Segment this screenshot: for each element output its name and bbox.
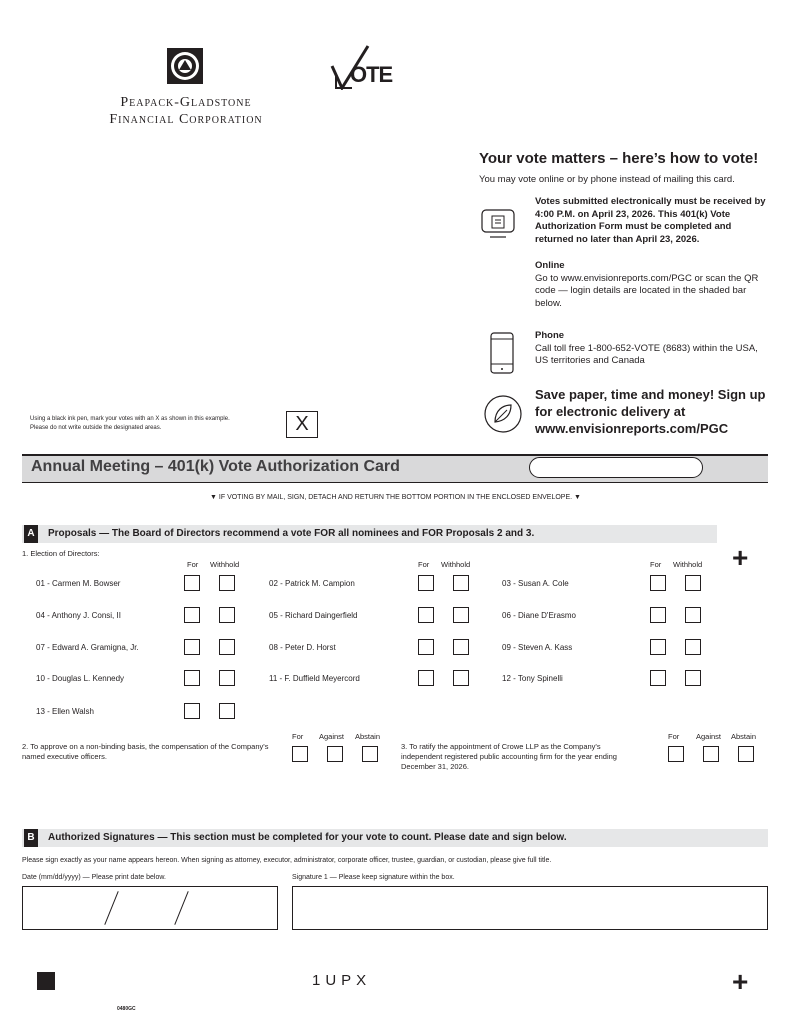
nominee-withhold-checkbox[interactable] — [685, 575, 701, 591]
date-separator-2 — [174, 891, 188, 925]
registration-square — [37, 972, 55, 990]
nominee-label: 09 - Steven A. Kass — [502, 643, 573, 652]
company-name-line2: Financial Corporation — [109, 112, 263, 127]
nominee-label: 13 - Ellen Walsh — [36, 707, 94, 716]
electronic-delivery-text: Save paper, time and money! Sign up for electronic delivery at www.envisionreports.com/PGC — [535, 387, 766, 436]
nominee-withhold-checkbox[interactable] — [453, 639, 469, 655]
nominee-label: 07 - Edward A. Gramigna, Jr. — [36, 643, 139, 652]
card-title: Annual Meeting – 401(k) Vote Authorization Card — [31, 458, 400, 475]
control-number-oval — [529, 457, 703, 478]
proposal-3-text: 3. To ratify the appointment of Crowe LLP as the Company's independent registered public accounting firm for the year ending December 31, 2026. — [401, 742, 617, 771]
online-text: Go to www.envisionreports.com/PGC or scan the QR code — login details are located in the shaded bar below. — [535, 272, 759, 309]
election-label: 1. Election of Directors: — [22, 549, 100, 558]
section-b-label: B — [24, 829, 38, 847]
nominee-for-checkbox[interactable] — [418, 670, 434, 686]
section-a-label: A — [24, 525, 38, 543]
nominee-withhold-checkbox[interactable] — [453, 607, 469, 623]
date-separator-1 — [104, 891, 118, 925]
withhold-column-header: Withhold — [210, 560, 240, 569]
nominee-for-checkbox[interactable] — [184, 639, 200, 655]
nominee-for-checkbox[interactable] — [418, 639, 434, 655]
vote-matters-heading: Your vote matters – here’s how to vote! — [479, 150, 759, 167]
form-code: 1UPX — [312, 972, 372, 989]
phone-title: Phone — [535, 330, 565, 341]
signature-input-box[interactable] — [292, 886, 768, 930]
withhold-column-header: Withhold — [441, 560, 471, 569]
p2-for-head: For — [292, 732, 304, 741]
nominee-for-checkbox[interactable] — [650, 607, 666, 623]
nominee-for-checkbox[interactable] — [184, 575, 200, 591]
leaf-icon — [483, 394, 523, 434]
p3-against-head: Against — [696, 732, 722, 741]
nominee-withhold-checkbox[interactable] — [219, 703, 235, 719]
nominee-label: 03 - Susan A. Cole — [502, 579, 569, 588]
p2-against-head: Against — [319, 732, 345, 741]
nominee-for-checkbox[interactable] — [184, 703, 200, 719]
online-title: Online — [535, 260, 565, 271]
nominee-withhold-checkbox[interactable] — [685, 607, 701, 623]
proposal-3-against-checkbox[interactable] — [703, 746, 719, 762]
form-id: 0480GC — [117, 1006, 136, 1012]
nominee-for-checkbox[interactable] — [650, 670, 666, 686]
proposal-2-against-checkbox[interactable] — [327, 746, 343, 762]
signature-label: Signature 1 — Please keep signature within the box. — [292, 874, 455, 881]
withhold-column-header: Withhold — [673, 560, 703, 569]
nominee-for-checkbox[interactable] — [418, 607, 434, 623]
vote-logo-text: OTE — [350, 62, 393, 87]
date-input-box[interactable] — [22, 886, 278, 930]
nominee-for-checkbox[interactable] — [184, 670, 200, 686]
p3-abstain-head: Abstain — [731, 732, 757, 741]
phone-section — [535, 330, 770, 368]
p2-abstain-head: Abstain — [355, 732, 381, 741]
seal-icon — [167, 48, 203, 84]
nominee-withhold-checkbox[interactable] — [219, 639, 235, 655]
nominee-label: 12 - Tony Spinelli — [502, 674, 563, 683]
marking-instructions — [30, 415, 290, 433]
phone-icon — [489, 332, 515, 374]
nominee-withhold-checkbox[interactable] — [219, 670, 235, 686]
nominee-for-checkbox[interactable] — [184, 607, 200, 623]
nominee-for-checkbox[interactable] — [650, 639, 666, 655]
nominee-label: 10 - Douglas L. Kennedy — [36, 674, 125, 683]
nominee-label: 04 - Anthony J. Consi, II — [36, 611, 121, 620]
nominee-label: 01 - Carmen M. Bowser — [36, 579, 121, 588]
crosshair-mark-bottom: + — [732, 966, 749, 997]
detach-instruction: ▼ IF VOTING BY MAIL, SIGN, DETACH AND RETURN THE BOTTOM PORTION IN THE ENCLOSED ENVELOPE. ▼ — [210, 494, 581, 501]
company-name-line1: Peapack-Gladstone — [120, 95, 252, 110]
nominee-for-checkbox[interactable] — [418, 575, 434, 591]
company-name — [70, 94, 302, 128]
nominee-label: 08 - Peter D. Horst — [269, 643, 336, 652]
nominee-withhold-checkbox[interactable] — [685, 639, 701, 655]
for-column-header: For — [418, 560, 430, 569]
nominee-label: 02 - Patrick M. Campion — [269, 579, 355, 588]
nominee-withhold-checkbox[interactable] — [219, 607, 235, 623]
for-column-header: For — [650, 560, 662, 569]
computer-icon — [480, 208, 516, 240]
online-section — [535, 260, 770, 310]
for-column-header: For — [187, 560, 199, 569]
nominee-withhold-checkbox[interactable] — [453, 670, 469, 686]
section-b-title: Authorized Signatures — This section must be completed for your vote to count. Please date and sign below. — [48, 832, 567, 843]
p3-for-head: For — [668, 732, 680, 741]
nominee-label: 06 - Diane D'Erasmo — [502, 611, 576, 620]
marking-note-line1: Using a black ink pen, mark your votes with an X as shown in this example. — [30, 416, 230, 422]
nominee-label: 05 - Richard Daingerfield — [269, 611, 358, 620]
example-mark-box: X — [286, 411, 318, 438]
deadline-text: Votes submitted electronically must be received by 4:00 P.M. on April 23, 2026. This 401(k) Vote Authorization Form must be completed and returned no later than April 23, 2026. — [535, 196, 766, 245]
nominee-withhold-checkbox[interactable] — [685, 670, 701, 686]
date-label: Date (mm/dd/yyyy) — Please print date below. — [22, 874, 166, 881]
vote-matters-subheading: You may vote online or by phone instead of mailing this card. — [479, 174, 735, 185]
proposal-2-for-checkbox[interactable] — [292, 746, 308, 762]
phone-text: Call toll free 1-800-652-VOTE (8683) within the USA, US territories and Canada — [535, 342, 758, 366]
crosshair-mark-top: + — [732, 542, 749, 573]
section-a-title: Proposals — The Board of Directors recommend a vote FOR all nominees and FOR Proposals 2 and 3. — [48, 528, 535, 539]
nominee-withhold-checkbox[interactable] — [219, 575, 235, 591]
nominee-withhold-checkbox[interactable] — [453, 575, 469, 591]
proposal-3-for-checkbox[interactable] — [668, 746, 684, 762]
proposal-2-abstain-checkbox[interactable] — [362, 746, 378, 762]
proposal-3-abstain-checkbox[interactable] — [738, 746, 754, 762]
nominee-label: 11 - F. Duffield Meyercord — [269, 674, 360, 683]
proposal-2-text: 2. To approve on a non-binding basis, the compensation of the Company's named executive officers. — [22, 742, 269, 761]
signing-instruction: Please sign exactly as your name appears hereon. When signing as attorney, executor, administrator, corporate officer, trustee, guardian, or custodian, please give full title. — [22, 857, 552, 864]
nominee-for-checkbox[interactable] — [650, 575, 666, 591]
marking-note-line2: Please do not write outside the designated areas. — [30, 425, 162, 431]
